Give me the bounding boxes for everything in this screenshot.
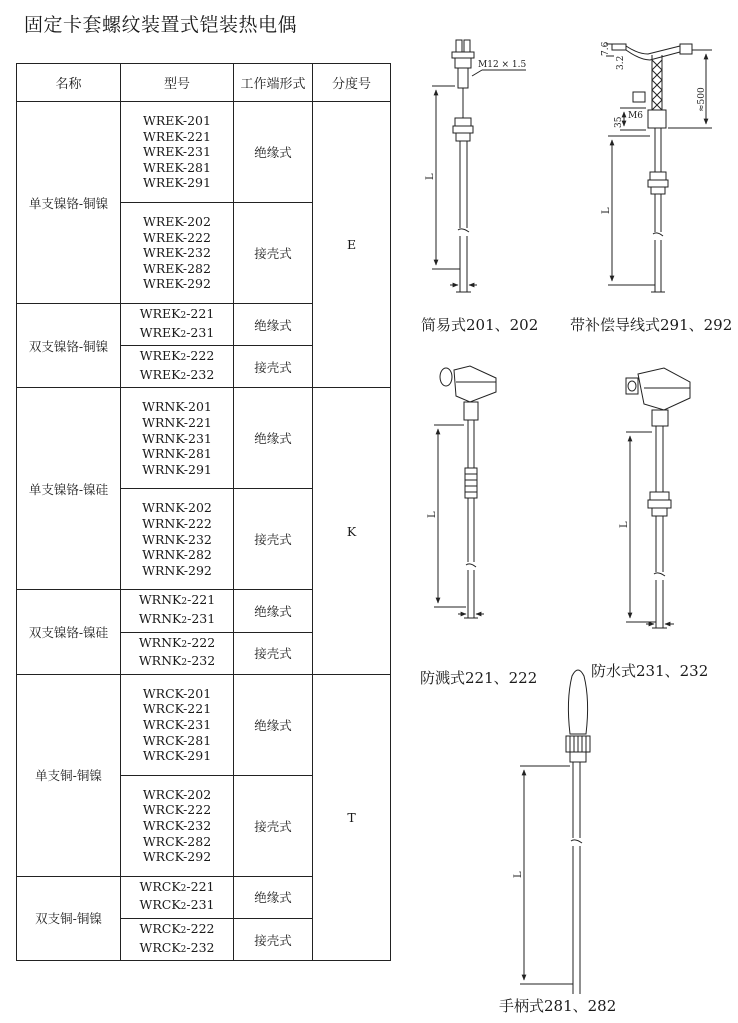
model-code: WREK2-222 <box>139 348 215 364</box>
model-code: WREK2-221 <box>139 306 215 321</box>
cell-form: 绝缘式 <box>234 388 313 489</box>
page-title: 固定卡套螺纹装置式铠装热电偶 <box>24 14 298 36</box>
model-code: WRCK-292 <box>142 849 212 865</box>
model-code: WRNK2-221 <box>138 592 216 608</box>
cell-form: 接壳式 <box>234 632 313 674</box>
caption-waterproof: 防水式231、232 <box>591 662 709 680</box>
compensation-thermocouple-drawing <box>606 44 712 292</box>
cell-form: 接壳式 <box>234 775 313 876</box>
col-header-form: 工作端形式 <box>234 64 313 102</box>
simple-thread-label: M12 × 1.5 <box>478 60 527 70</box>
waterproof-thermocouple-drawing <box>626 368 690 628</box>
simple-length-label: L <box>425 173 436 180</box>
model-code: WREK-282 <box>143 260 211 276</box>
model-code: WRCK-221 <box>142 701 212 717</box>
cell-name: 双支镍铬-铜镍 <box>17 304 121 388</box>
model-code: WRCK-222 <box>142 802 212 818</box>
cell-form: 绝缘式 <box>234 304 313 346</box>
model-code: WREK-292 <box>143 276 211 292</box>
col-header-model: 型号 <box>121 64 234 102</box>
model-code: WRCK-291 <box>142 748 212 764</box>
cell-form: 接壳式 <box>234 346 313 388</box>
model-code: WRCK2-231 <box>139 897 215 913</box>
cell-name: 双支铜-铜镍 <box>17 876 121 960</box>
cell-form: 接壳式 <box>234 918 313 960</box>
model-code: WREK-291 <box>143 175 211 191</box>
col-header-graduation: 分度号 <box>313 64 391 102</box>
model-code: WREK-232 <box>143 245 211 261</box>
model-code: WRNK-282 <box>142 547 212 563</box>
model-code: WRNK-231 <box>142 430 212 446</box>
cell-graduation: E <box>313 102 391 388</box>
cell-form: 绝缘式 <box>234 876 313 918</box>
model-code: WRNK-281 <box>142 446 212 462</box>
cell-name: 双支镍铬-镍硅 <box>17 590 121 674</box>
model-code: WRCK-281 <box>142 732 212 748</box>
comp-dim-5-label: M6 <box>628 111 643 121</box>
model-code: WREK2-231 <box>139 324 215 340</box>
model-code: WREK-202 <box>143 214 211 230</box>
caption-compensation: 带补偿导线式291、292 <box>570 316 733 334</box>
model-code: WRCK2-222 <box>139 920 215 936</box>
handle-thermocouple-drawing <box>520 670 590 994</box>
model-code: WRNK-292 <box>142 562 212 578</box>
model-code: WRCK2-221 <box>139 878 215 894</box>
model-code: WREK-221 <box>143 128 211 144</box>
cell-form: 绝缘式 <box>234 102 313 203</box>
model-code: WRNK2-232 <box>138 653 216 669</box>
model-code: WRCK2-232 <box>139 939 215 955</box>
model-code: WREK-231 <box>143 144 211 160</box>
cell-graduation: K <box>313 388 391 674</box>
simple-thermocouple-drawing <box>432 40 526 292</box>
comp-dim-4-label: 35 <box>614 116 624 128</box>
splash-length-label: L <box>427 511 438 518</box>
comp-dim-2-label: 3.2 <box>616 55 626 70</box>
model-code: WRNK-202 <box>142 500 212 516</box>
caption-handle: 手柄式281、282 <box>499 997 617 1015</box>
model-code: WRNK2-231 <box>138 610 216 626</box>
cell-form: 接壳式 <box>234 489 313 590</box>
model-code: WREK-201 <box>143 113 211 129</box>
model-code: WREK-281 <box>143 159 211 175</box>
handle-length-label: L <box>513 871 524 878</box>
caption-splash-proof: 防溅式221、222 <box>420 669 538 687</box>
comp-dim-1-label: 7.6 <box>601 41 611 56</box>
cell-name: 单支镍铬-镍硅 <box>17 388 121 590</box>
comp-dim-3-label: ≈500 <box>697 87 707 112</box>
col-header-name: 名称 <box>17 64 121 102</box>
model-code: WRCK-232 <box>142 817 212 833</box>
model-code: WRNK-201 <box>142 399 212 415</box>
cell-graduation: T <box>313 674 391 960</box>
cell-form: 接壳式 <box>234 203 313 304</box>
model-code: WRNK-291 <box>142 461 212 477</box>
cell-form: 绝缘式 <box>234 674 313 775</box>
model-code: WRCK-201 <box>142 685 212 701</box>
model-code: WREK2-232 <box>139 366 215 382</box>
model-code: WRCK-282 <box>142 833 212 849</box>
splash-proof-thermocouple-drawing <box>434 366 496 618</box>
water-length-label: L <box>619 521 630 528</box>
cell-form: 绝缘式 <box>234 590 313 632</box>
cell-name: 单支镍铬-铜镍 <box>17 102 121 304</box>
model-code: WRNK-221 <box>142 414 212 430</box>
model-code: WRNK2-222 <box>138 634 216 650</box>
model-code: WRNK-222 <box>142 515 212 531</box>
model-code: WRCK-231 <box>142 716 212 732</box>
model-code: WREK-222 <box>143 229 211 245</box>
model-code: WRNK-232 <box>142 531 212 547</box>
comp-length-label: L <box>601 207 612 214</box>
cell-name: 单支铜-铜镍 <box>17 674 121 876</box>
caption-simple: 简易式201、202 <box>421 316 539 334</box>
model-code: WRCK-202 <box>142 786 212 802</box>
